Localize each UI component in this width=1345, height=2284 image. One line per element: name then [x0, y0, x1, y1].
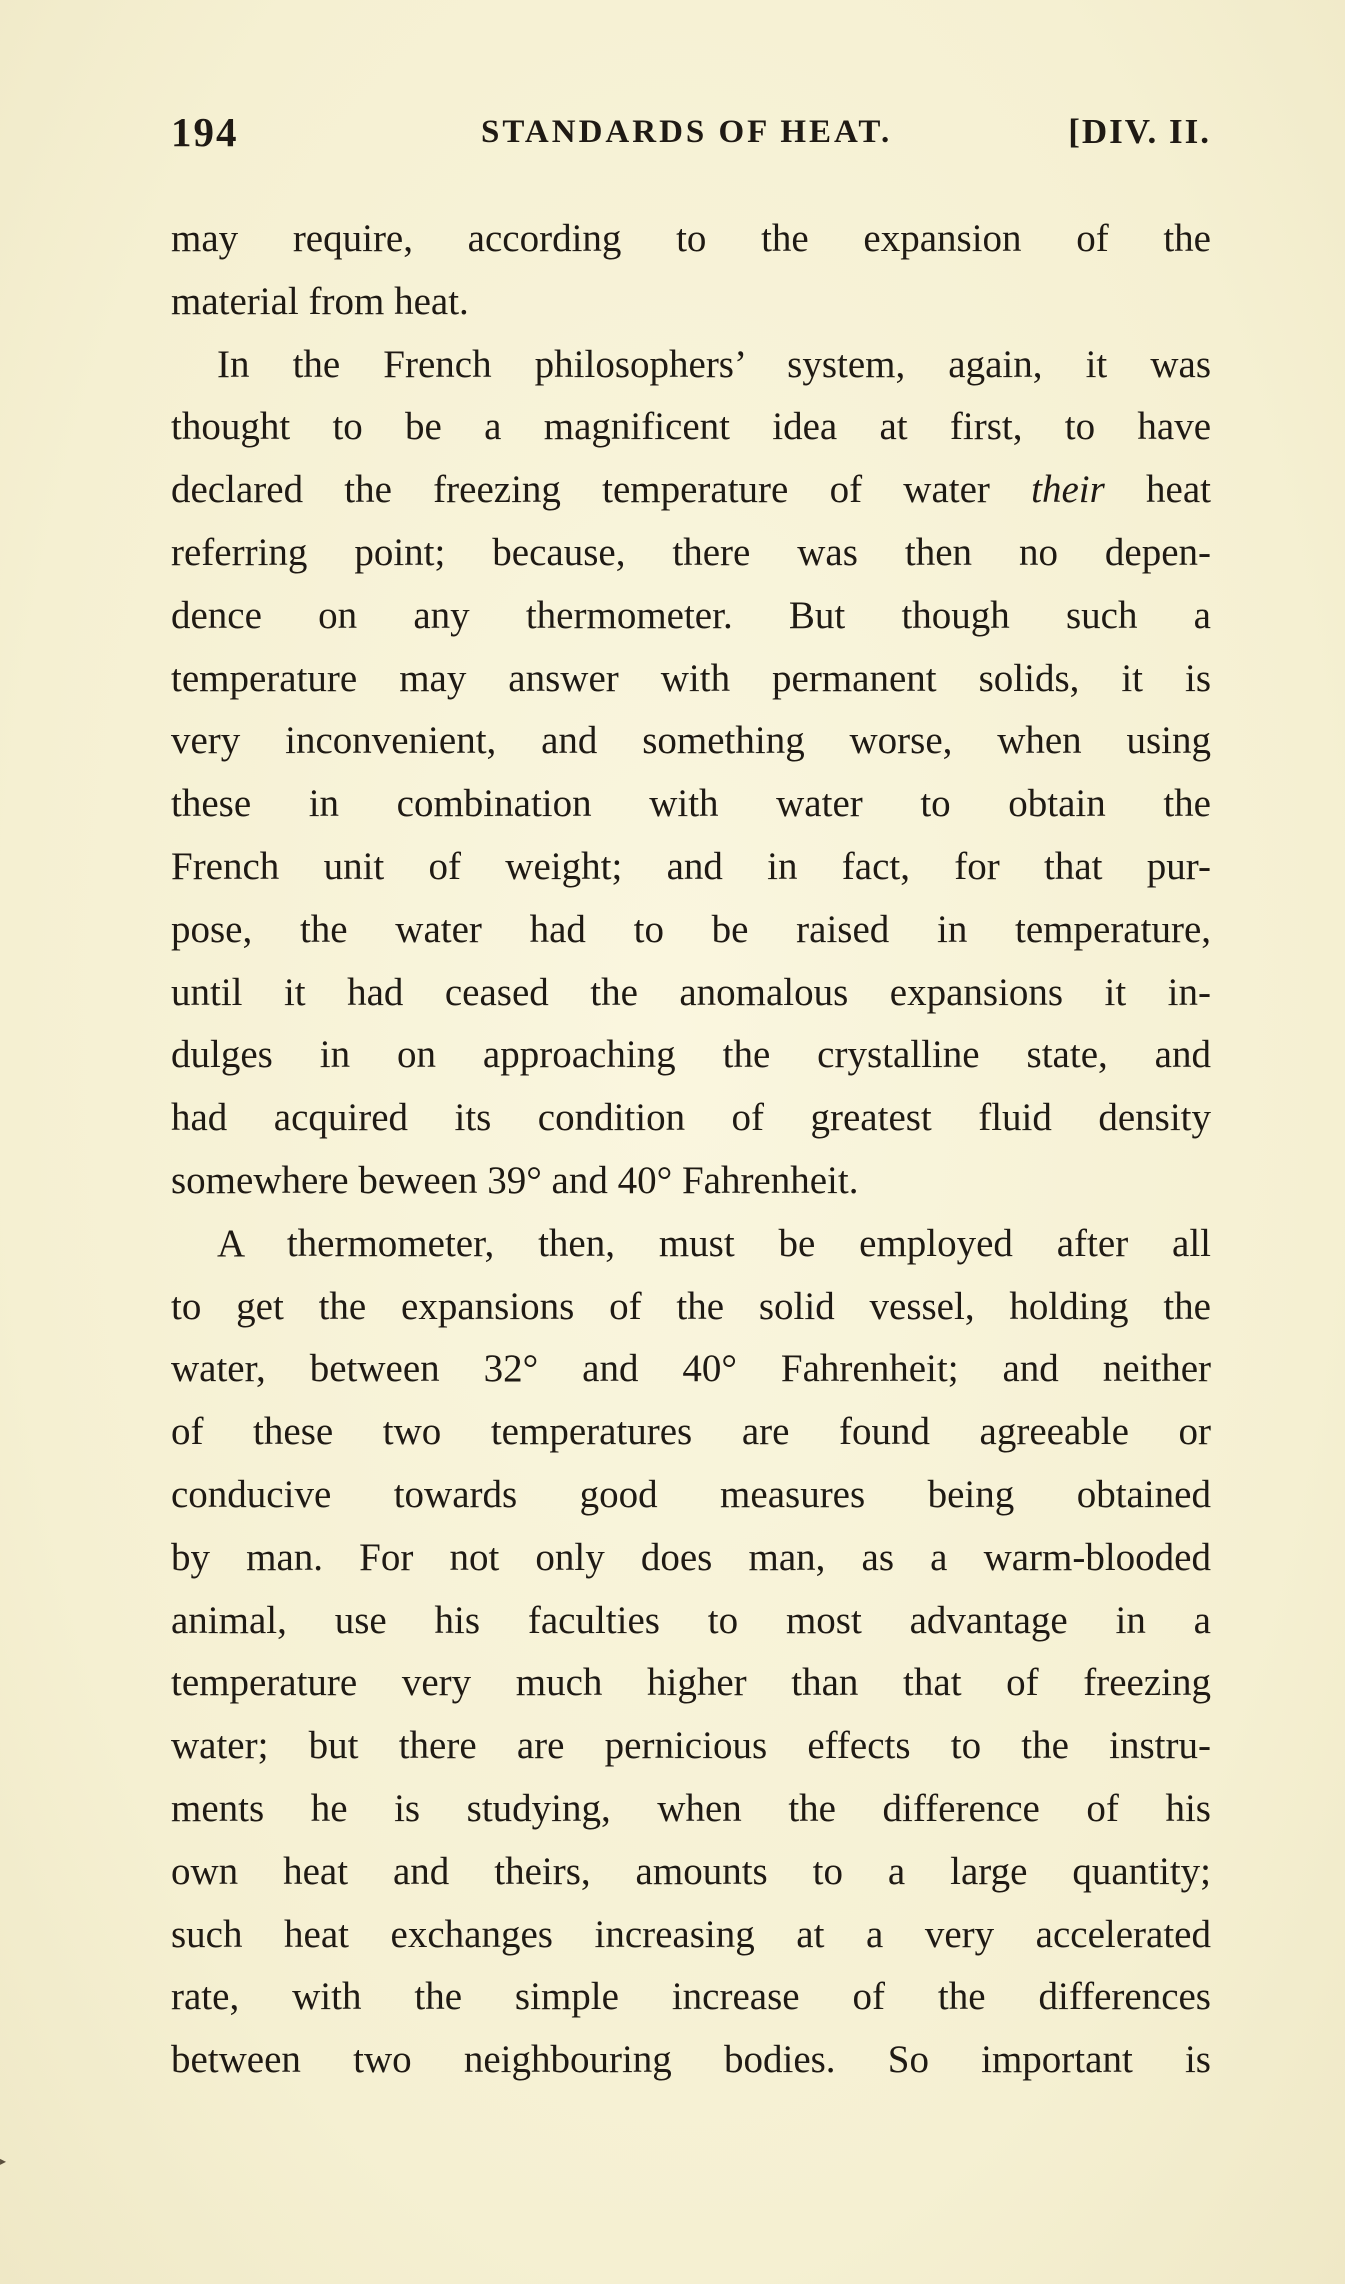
text-line: temperature very much higher than that of freezing	[171, 1661, 1211, 1705]
running-header	[171, 108, 1211, 168]
running-title: STANDARDS OF HEAT.	[481, 114, 893, 150]
text-line: conducive towards good measures being obtained	[171, 1472, 1211, 1516]
text-line: dulges in on approaching the crystalline state, and	[171, 1033, 1211, 1077]
text-line: until it had ceased the anomalous expansions it in-	[171, 970, 1211, 1014]
text-line: material from heat.	[171, 279, 469, 323]
page-number: 194	[171, 109, 239, 155]
text-line: thought to be a magnificent idea at first, to have	[171, 405, 1211, 449]
text-line: water; but there are pernicious effects to the instru-	[171, 1724, 1211, 1768]
division-label: [DIV. II.	[1068, 112, 1211, 151]
text-line: pose, the water had to be raised in temperature,	[171, 907, 1211, 951]
text-line: water, between 32° and 40° Fahrenheit; and neither	[171, 1347, 1211, 1391]
margin-arrow-icon: ▸	[0, 2154, 7, 2168]
text-line: by man. For not only does man, as a warm-blooded	[171, 1535, 1211, 1579]
text-line: these in combination with water to obtain the	[171, 782, 1211, 826]
text-segment: heat	[1146, 468, 1212, 512]
text-line: A thermometer, then, must be employed after all	[217, 1221, 1211, 1265]
text-line: between two neighbouring bodies. So important is	[171, 2038, 1211, 2082]
text-line: may require, according to the expansion of the	[171, 217, 1211, 260]
text-line: temperature may answer with permanent solids, it is	[171, 656, 1211, 700]
text-line: French unit of weight; and in fact, for that pur-	[171, 844, 1211, 888]
text-line: rate, with the simple increase of the differences	[171, 1975, 1211, 2019]
text-line: ments he is studying, when the difference of his	[171, 1786, 1211, 1830]
text-line: In the French philosophers’ system, again, it was	[217, 342, 1211, 386]
text-line: somewhere beween 39° and 40° Fahrenheit.	[171, 1158, 859, 1202]
text-line: own heat and theirs, amounts to a large quantity;	[171, 1849, 1211, 1893]
text-line: to get the expansions of the solid vessel, holding the	[171, 1284, 1211, 1328]
emphasized-word: their	[1031, 468, 1105, 512]
text-line: referring point; because, there was then no depen-	[171, 530, 1211, 574]
text-line: had acquired its condition of greatest fluid density	[171, 1096, 1211, 1140]
text-line: very inconvenient, and something worse, when using	[171, 719, 1211, 763]
text-line: of these two temperatures are found agreeable or	[171, 1410, 1211, 1454]
text-segment: declared the freezing temperature of water	[171, 468, 990, 512]
text-line: such heat exchanges increasing at a very accelerated	[171, 1912, 1211, 1956]
body-text	[171, 208, 1211, 2092]
text-line: animal, use his faculties to most advantage in a	[171, 1598, 1211, 1642]
text-line: dence on any thermometer. But though such a	[171, 593, 1211, 637]
text-line-with-emphasis	[171, 459, 1211, 522]
